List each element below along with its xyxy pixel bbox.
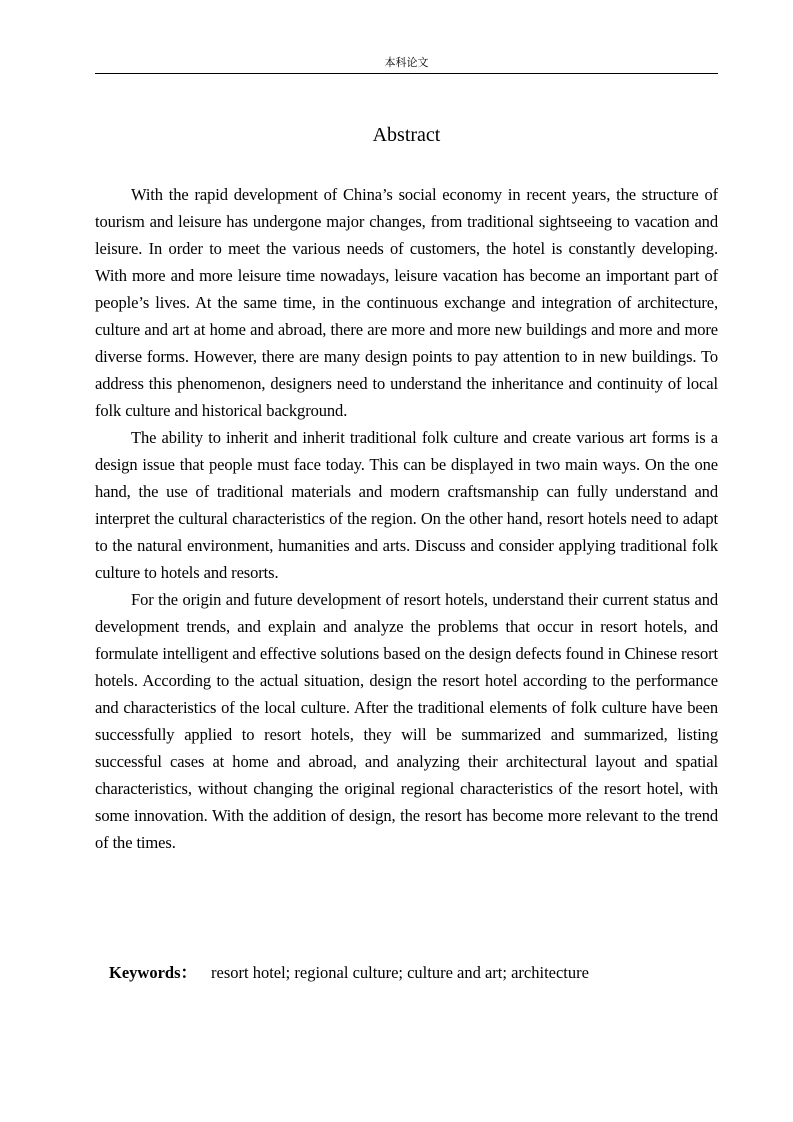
running-header: 本科论文 — [384, 56, 429, 69]
keywords-line — [109, 959, 718, 986]
abstract-body — [95, 181, 718, 856]
keywords-label: Keywords： — [109, 963, 197, 982]
abstract-paragraph-2: The ability to inherit and inherit traditional folk culture and create various art forms is a design issue that people must face today. This can be displayed in two main ways. On the one hand, the use of traditional materials and modern craftsmanship can fully understand and interpret the cultural characteristics of the region. On the other hand, resort hotels need to adapt to the natural environment, humanities and arts. Discuss and consider applying traditional folk culture to hotels and resorts. — [95, 428, 718, 582]
abstract-title: Abstract — [372, 124, 441, 146]
keywords-value: resort hotel; regional culture; culture and art; architecture — [211, 963, 589, 982]
abstract-paragraph-1: With the rapid development of China’s social economy in recent years, the structure of tourism and leisure has undergone major changes, from traditional sightseeing to vacation and leisure. In order to meet the various needs of customers, the hotel is constantly developing. With more and more leisure time nowadays, leisure vacation has become an important part of people’s lives. At the same time, in the continuous exchange and integration of architecture, culture and art at home and abroad, there are more and more new buildings and more and more diverse forms. However, there are many design points to pay attention to in new buildings. To address this phenomenon, designers need to understand the inheritance and continuity of local folk culture and historical background. — [95, 185, 718, 420]
abstract-paragraph-3: For the origin and future development of resort hotels, understand their current status and development trends, and explain and analyze the problems that occur in resort hotels, and formulate intelligent and effective solutions based on the design defects found in Chinese resort hotels. According to the actual situation, design the resort hotel according to the performance and characteristics of the local culture. After the traditional elements of folk culture have been successfully applied to resort hotels, they will be summarized and summarized, listing successful cases at home and abroad, and analyzing their architectural layout and spatial characteristics, without changing the original regional characteristics of the resort hotel, with some innovation. With the addition of design, the resort has become more relevant to the trend of the times. — [95, 590, 718, 852]
header-rule — [95, 73, 718, 74]
